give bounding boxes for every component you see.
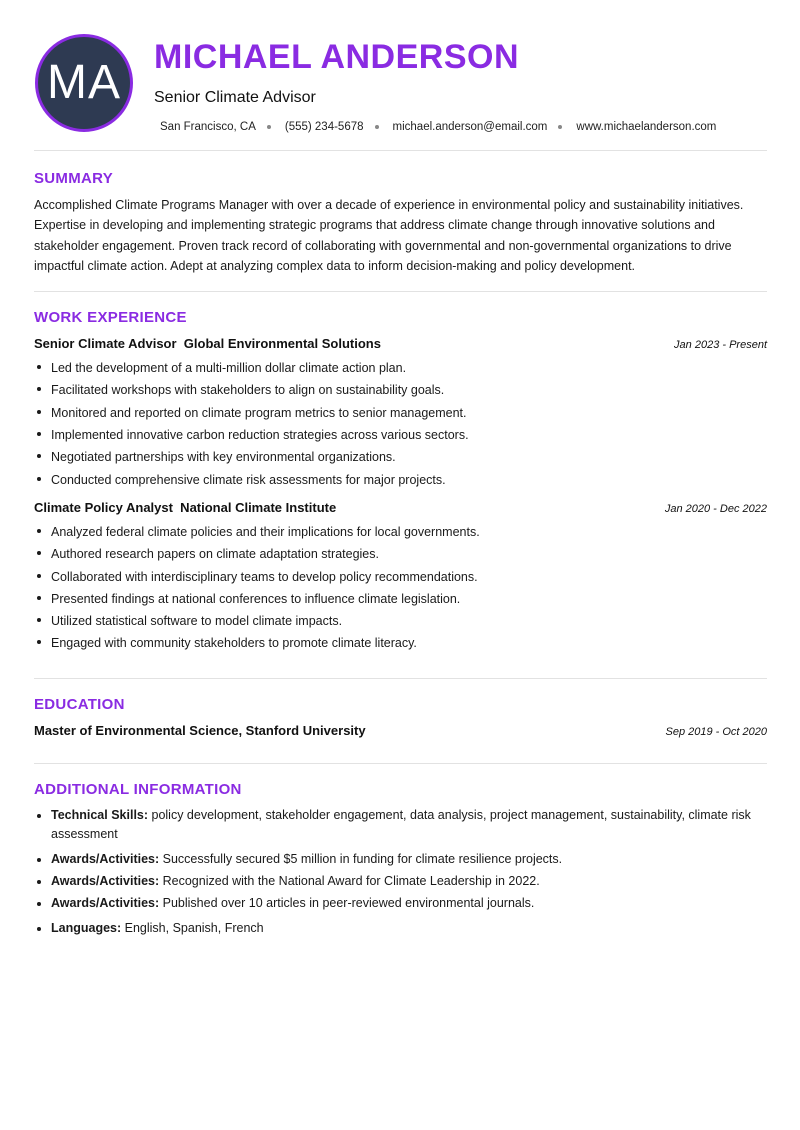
summary-section: [34, 151, 767, 276]
additional-item: [34, 850, 767, 869]
job-title: Climate Policy Analyst National Climate Institute: [34, 499, 337, 515]
bullet-item: Led the development of a multi-million dollar climate action plan.: [34, 357, 767, 379]
additional-item: [34, 806, 767, 844]
bullet-item: Facilitated workshops with stakeholders to align on sustainability goals.: [34, 379, 767, 401]
separator-dot: [375, 125, 379, 129]
candidate-name: MICHAEL ANDERSON: [154, 38, 520, 76]
additional-item: [34, 919, 767, 938]
contact-website[interactable]: www.michaelanderson.com: [576, 121, 717, 133]
education-section: [34, 679, 767, 738]
experience-section: [34, 292, 767, 655]
candidate-title: Senior Climate Advisor: [154, 89, 316, 106]
separator-dot: [267, 125, 271, 129]
avatar-initials: MA: [47, 56, 121, 109]
contact-email[interactable]: michael.anderson@email.com: [392, 121, 548, 133]
item-label: Awards/Activities:: [51, 895, 160, 910]
summary-heading: SUMMARY: [34, 170, 114, 187]
job-bullets: [34, 521, 767, 655]
additional-item: [34, 872, 767, 891]
item-text: English, Spanish, French: [121, 920, 264, 935]
bullet-item: Implemented innovative carbon reduction strategies across various sectors.: [34, 424, 767, 446]
item-label: Awards/Activities:: [51, 851, 160, 866]
education-entry: [34, 723, 767, 738]
education-heading: EDUCATION: [34, 695, 125, 713]
additional-list: [34, 806, 767, 938]
bullet-item: Collaborated with interdisciplinary teams to develop policy recommendations.: [34, 566, 767, 588]
bullet-item: Negotiated partnerships with key environmental organizations.: [34, 446, 767, 468]
item-label: Languages:: [51, 920, 122, 935]
bullet-item: Analyzed federal climate policies and their implications for local governments.: [34, 521, 767, 543]
separator-dot: [558, 125, 562, 129]
job-title: Senior Climate Advisor Global Environmental Solutions: [34, 336, 381, 352]
bullet-item: Monitored and reported on climate program metrics to senior management.: [34, 402, 767, 424]
item-text: Recognized with the National Award for Climate Leadership in 2022.: [159, 873, 540, 888]
summary-text: Accomplished Climate Programs Manager with over a decade of experience in environmental policy and sustainability initiatives. Expertise in developing and implementing strategic programs that address climate change through innovative solutions and stakeholder engagement. Proven track record of collaborating with governmental and non-governmental organizations to drive impactful climate action. Adept at analyzing complex data to inform decision-making and policy development.: [34, 198, 744, 273]
resume-header: [34, 0, 767, 150]
job-date: Jan 2023 - Present: [674, 339, 767, 352]
additional-item: [34, 894, 767, 913]
bullet-item: Conducted comprehensive climate risk assessments for major projects.: [34, 469, 767, 491]
degree-title: Master of Environmental Science, Stanford University: [34, 722, 366, 738]
item-text: Published over 10 articles in peer-reviewed environmental journals.: [159, 895, 535, 910]
education-date: Sep 2019 - Oct 2020: [665, 725, 767, 738]
job-date: Jan 2020 - Dec 2022: [664, 502, 767, 515]
bullet-item: Authored research papers on climate adaptation strategies.: [34, 543, 767, 565]
bullet-item: Engaged with community stakeholders to promote climate literacy.: [34, 632, 767, 654]
bullet-item: Presented findings at national conferences to influence climate legislation.: [34, 588, 767, 610]
experience-heading: WORK EXPERIENCE: [34, 309, 187, 327]
contact-phone: (555) 234-5678: [284, 121, 364, 133]
item-text: Successfully secured $5 million in funding for climate resilience projects.: [159, 851, 563, 866]
job-bullets: [34, 357, 767, 491]
job-entry: [34, 500, 767, 655]
additional-section: [34, 764, 767, 938]
additional-heading: ADDITIONAL INFORMATION: [34, 780, 242, 798]
item-label: Awards/Activities:: [51, 873, 160, 888]
contact-location: San Francisco, CA: [160, 121, 256, 133]
item-text: policy development, stakeholder engagement, data analysis, project management, sustainability, climate risk assessment: [51, 807, 751, 841]
job-entry: [34, 336, 767, 491]
contact-line: [160, 121, 716, 133]
avatar: [35, 34, 133, 132]
item-label: Technical Skills:: [51, 807, 149, 822]
bullet-item: Utilized statistical software to model climate impacts.: [34, 610, 767, 632]
